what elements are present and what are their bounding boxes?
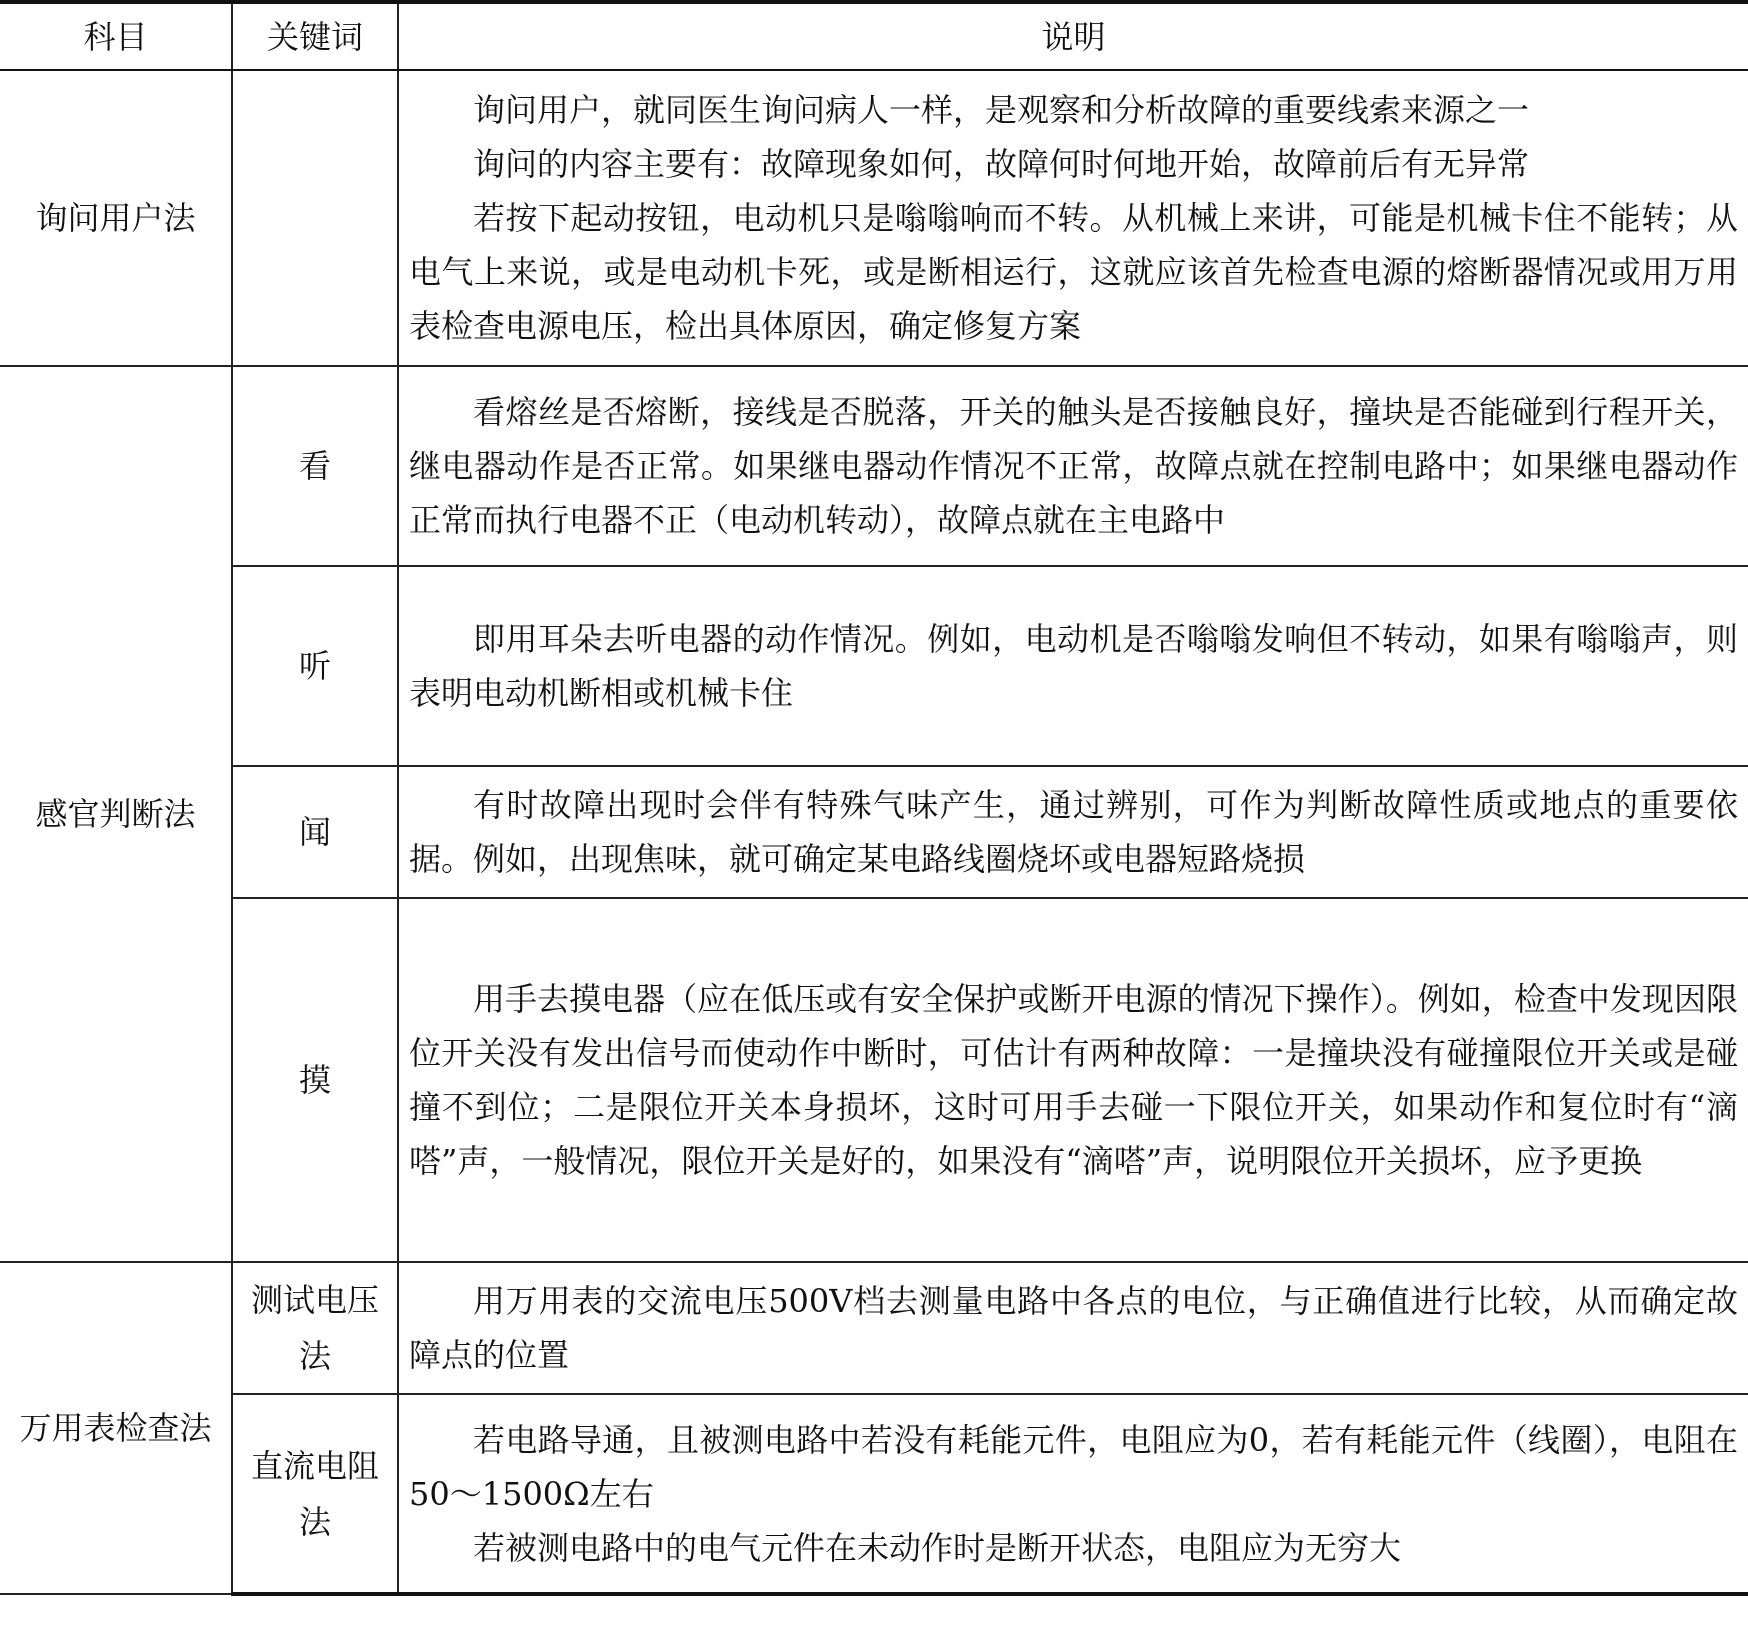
description-paragraph: 若电路导通，且被测电路中若没有耗能元件，电阻应为0，若有耗能元件（线圈），电阻在50～1500Ω左右 [409,1420,1738,1513]
keyword-cell: 闻 [232,766,398,898]
header-description: 说明 [398,2,1748,70]
subject-cell: 万用表检查法 [0,1262,232,1594]
keyword-cell: 摸 [232,898,398,1262]
description-cell [398,1394,1748,1594]
table-row [0,898,1748,1262]
description-cell [398,70,1748,366]
table-row [0,70,1748,366]
keyword-cell [232,70,398,366]
keyword-cell: 直流电阻法 [232,1394,398,1594]
table-row [0,1262,1748,1394]
subject-cell: 感官判断法 [0,366,232,1262]
description-cell [398,566,1748,766]
description-paragraph: 若按下起动按钮，电动机只是嗡嗡响而不转。从机械上来讲，可能是机械卡住不能转；从电气上来说，或是电动机卡死，或是断相运行，这就应该首先检查电源的熔断器情况或用万用表检查电源电压，检出具体原因，确定修复方案 [409,199,1738,345]
description-paragraph: 用万用表的交流电压500V档去测量电路中各点的电位，与正确值进行比较，从而确定故障点的位置 [409,1282,1738,1374]
description-cell [398,1262,1748,1394]
table-row [0,366,1748,566]
description-cell [398,898,1748,1262]
description-paragraph: 有时故障出现时会伴有特殊气味产生，通过辨别，可作为判断故障性质或地点的重要依据。例如，出现焦味，就可确定某电路线圈烧坏或电器短路烧损 [409,786,1738,878]
description-paragraph: 即用耳朵去听电器的动作情况。例如，电动机是否嗡嗡发响但不转动，如果有嗡嗡声，则表明电动机断相或机械卡住 [409,620,1738,712]
description-paragraph: 若被测电路中的电气元件在未动作时是断开状态，电阻应为无穷大 [473,1528,1402,1567]
subject-cell: 询问用户法 [0,70,232,366]
table-row [0,766,1748,898]
keyword-cell: 测试电压法 [232,1262,398,1394]
header-row [0,2,1748,70]
table-row [0,1394,1748,1594]
description-paragraph: 询问用户，就同医生询问病人一样，是观察和分析故障的重要线索来源之一 [473,91,1530,129]
description-paragraph: 看熔丝是否熔断，接线是否脱落，开关的触头是否接触良好，撞块是否能碰到行程开关，继电器动作是否正常。如果继电器动作情况不正常，故障点就在控制电路中；如果继电器动作正常而执行电器不正（电动机转动），故障点就在主电路中 [409,393,1738,539]
description-cell [398,366,1748,566]
keyword-cell: 看 [232,366,398,566]
description-paragraph: 询问的内容主要有：故障现象如何，故障何时何地开始，故障前后有无异常 [473,145,1530,183]
table-row [0,566,1748,766]
header-subject: 科目 [0,2,232,70]
description-paragraph: 用手去摸电器（应在低压或有安全保护或断开电源的情况下操作）。例如，检查中发现因限位开关没有发出信号而使动作中断时，可估计有两种故障：一是撞块没有碰撞限位开关或是碰撞不到位；二是限位开关本身损坏，这时可用手去碰一下限位开关，如果动作和复位时有“滴嗒”声，一般情况，限位开关是好的，如果没有“滴嗒”声，说明限位开关损坏，应予更换 [409,980,1738,1180]
header-keyword: 关键词 [232,2,398,70]
keyword-cell: 听 [232,566,398,766]
description-cell [398,766,1748,898]
